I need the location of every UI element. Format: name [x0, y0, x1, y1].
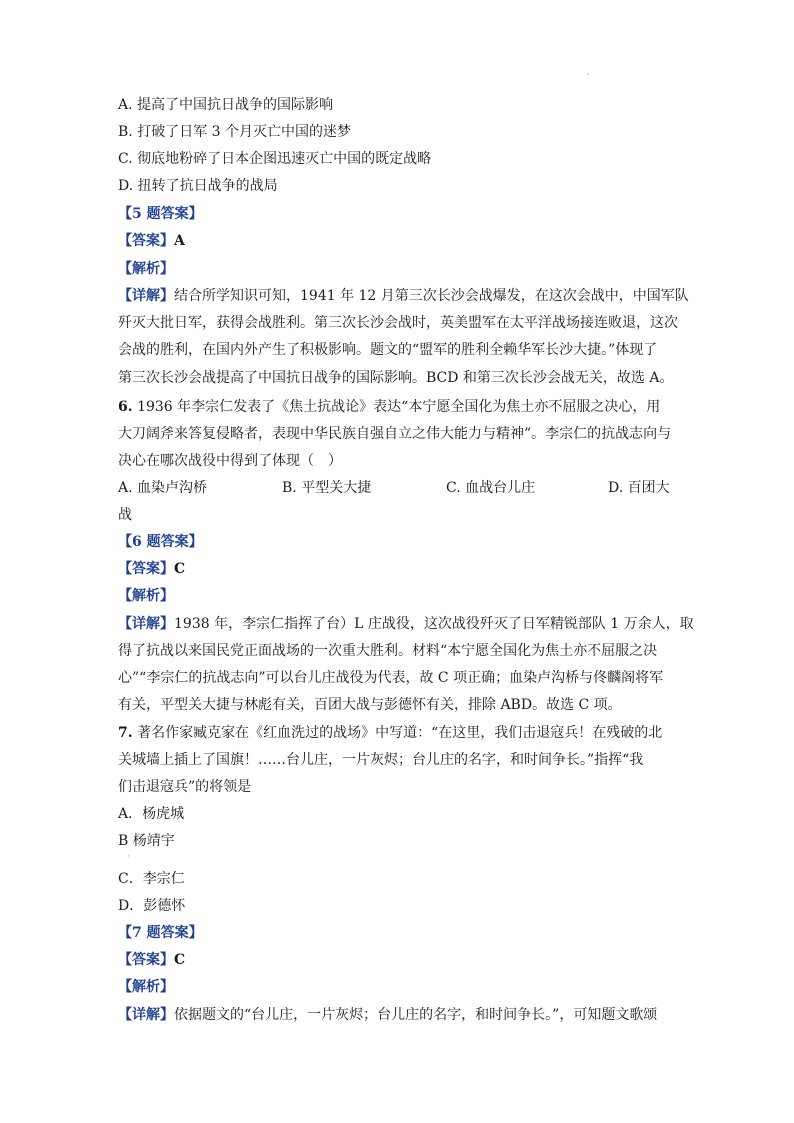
stem-text: 1936 年李宗仁发表了《焦土抗战论》表达“本宁愿全国化为焦土亦不屈服之决心，用	[137, 399, 661, 415]
scan-dot: ·	[587, 70, 590, 79]
q5-option-d: D. 扭转了抗日战争的战局	[118, 178, 278, 194]
q6-option-b: B. 平型关大捷	[282, 480, 372, 496]
answer-label: 【答案】	[118, 561, 174, 577]
q6-stem-line-2: 大刀阔斧来答复侵略者，表现中华民族自强自立之伟大能力与精神”。李宗仁的抗战志向与	[118, 426, 672, 442]
q5-detail-line-2: 歼灭大批日军，获得会战胜利。第三次长沙会战时，英美盟军在太平洋战场接连败退，这次	[118, 315, 678, 331]
q5-option-b: B. 打破了日军 3 个月灭亡中国的迷梦	[118, 124, 351, 140]
q5-option-a: A. 提高了中国抗日战争的国际影响	[118, 97, 334, 113]
q6-answer	[118, 559, 185, 579]
q6-detail-line-2: 得了抗战以来国民党正面战场的一次重大胜利。材料“本宁愿全国化为焦土亦不屈服之决	[118, 643, 658, 659]
q5-detail-line-4: 第三次长沙会战提高了中国抗日战争的国际影响。BCD 和第三次长沙会战无关，故选 A。	[118, 370, 674, 386]
detail-label: 【详解】	[118, 616, 174, 632]
detail-text: 结合所学知识可知，1941 年 12 月第三次长沙会战爆发，在这次会战中，中国军队	[174, 288, 689, 304]
q7-option-b: B 杨靖宇	[118, 833, 175, 849]
question-number: 7.	[118, 725, 133, 741]
q6-option-c: C. 血战台儿庄	[446, 480, 536, 496]
question-number: 6.	[118, 399, 133, 415]
detail-label: 【详解】	[118, 1007, 174, 1023]
q7-answer	[118, 950, 185, 970]
q7-option-c: C．李宗仁	[118, 871, 185, 887]
q5-detail-line-3: 会战的胜利，在国内外产生了积极影响。题文的“盟军的胜利全赖华军长沙大捷。”体现了	[118, 342, 658, 358]
answer-label: 【答案】	[118, 233, 174, 249]
answer-value: C	[174, 952, 186, 968]
q6-detail-line-1	[118, 614, 694, 634]
answer-label: 【答案】	[118, 952, 174, 968]
answer-value: C	[174, 561, 186, 577]
q6-detail-line-4: 有关，平型关大捷与林彪有关，百团大战与彭德怀有关，排除 ABD。故选 C 项。	[118, 697, 622, 713]
q5-analysis-label: 【解析】	[118, 261, 174, 277]
q6-option-a: A. 血染卢沟桥	[118, 480, 208, 496]
q5-answer-tag: 【5 题答案】	[118, 206, 203, 222]
detail-text: 依据题文的“台儿庄，一片灰烬；台儿庄的名字，和时间争长。”，可知题文歌颂	[174, 1007, 658, 1023]
q7-stem-line-3: 们击退寇兵”的将领是	[118, 779, 252, 795]
stem-text: 著名作家臧克家在《红血洗过的战场》中写道：“在这里，我们击退寇兵！在残破的北	[137, 725, 663, 741]
q6-stem-line-3: 决心在哪次战役中得到了体现（ ）	[118, 453, 342, 469]
q7-stem-line-1	[118, 723, 662, 743]
q6-analysis-label: 【解析】	[118, 588, 174, 604]
q5-option-c: C. 彻底地粉碎了日本企图迅速灭亡中国的既定战略	[118, 151, 432, 167]
q7-analysis-label: 【解析】	[118, 979, 174, 995]
q6-option-d: D. 百团大	[608, 480, 670, 496]
q7-answer-tag: 【7 题答案】	[118, 925, 203, 941]
detail-text: 1938 年，李宗仁指挥了台）L 庄战役，这次战役歼灭了日军精锐部队 1 万余人，取	[174, 616, 694, 632]
q7-option-d: D．彭德怀	[118, 898, 186, 914]
scan-dot: ·	[127, 852, 130, 861]
q5-detail-line-1	[118, 286, 689, 306]
q7-detail-line-1	[118, 1005, 657, 1025]
q6-detail-line-3: 心”“李宗仁的抗战志向”可以台儿庄战役为代表，故 C 项正确；血染卢沟桥与佟麟阁将军	[118, 670, 664, 686]
q6-answer-tag: 【6 题答案】	[118, 534, 203, 550]
q6-stem-line-1	[118, 397, 660, 417]
q7-stem-line-2: 关城墙上插上了国旗！……台儿庄，一片灰烬；台儿庄的名字，和时间争长。”指挥“我	[118, 752, 644, 768]
q6-option-d-wrap: 战	[118, 507, 132, 523]
detail-label: 【详解】	[118, 288, 174, 304]
q7-option-a: A．杨虎城	[118, 806, 185, 822]
answer-value: A	[174, 233, 185, 249]
q5-answer	[118, 231, 185, 251]
